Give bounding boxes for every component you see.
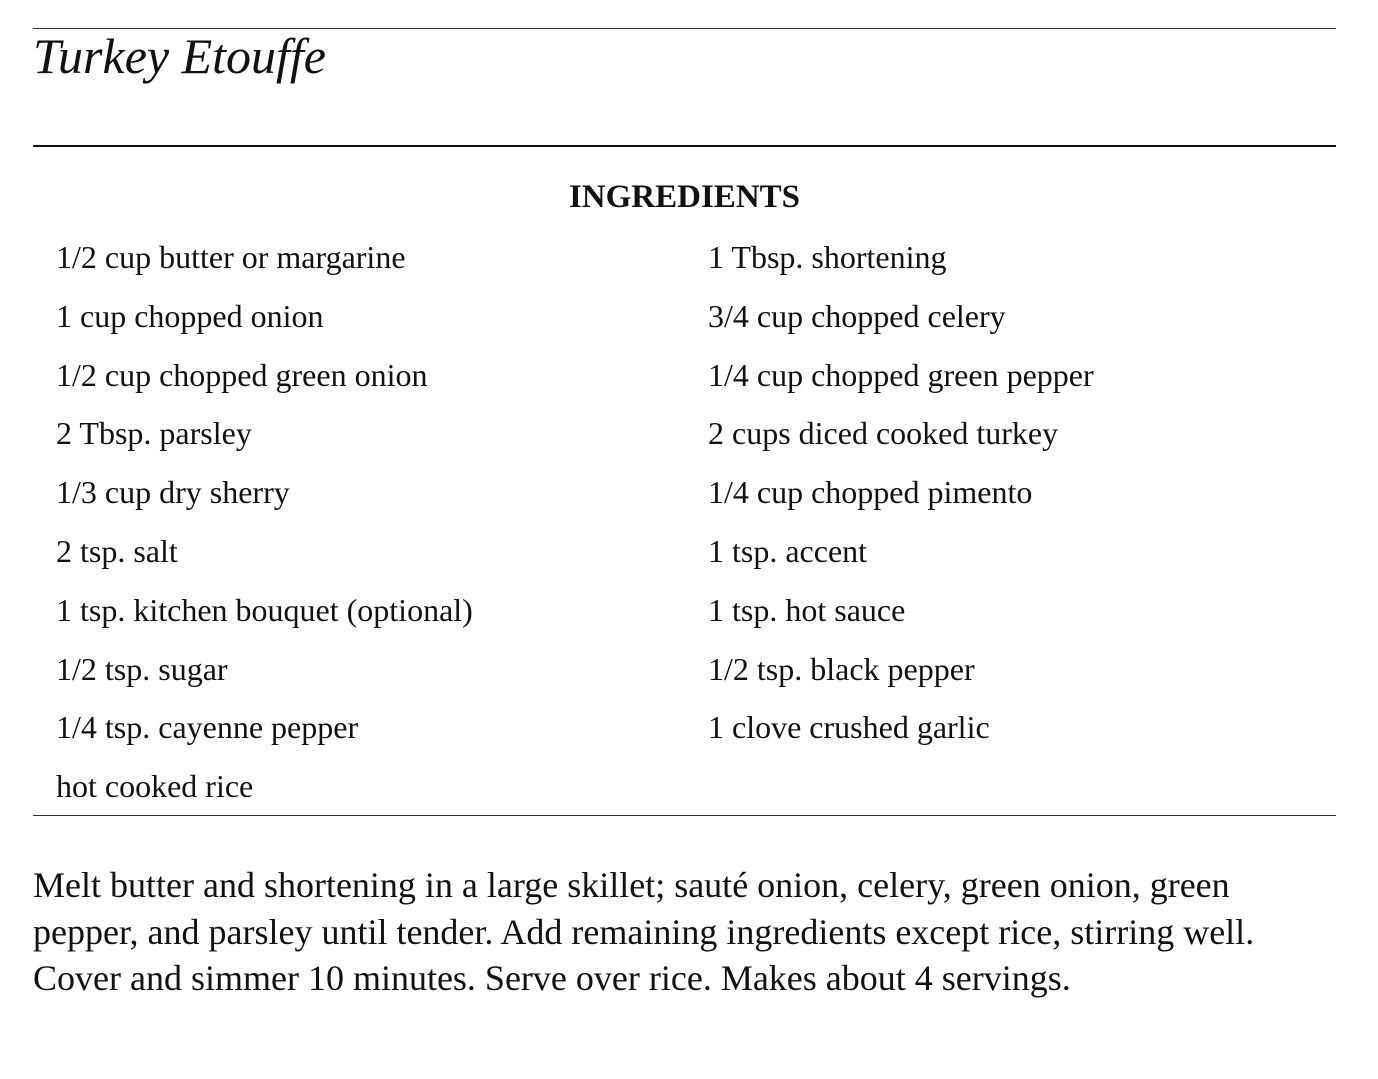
ingredient-item: 1/2 cup chopped green onion <box>56 356 428 393</box>
ingredient-item: 1/3 cup dry sherry <box>56 474 290 511</box>
title-divider <box>33 145 1336 147</box>
ingredient-item: 1/2 cup butter or margarine <box>56 239 406 275</box>
ingredient-item: 1 clove crushed garlic <box>708 709 990 746</box>
ingredients-bottom-rule <box>33 815 1336 816</box>
ingredients-right-column <box>708 236 1328 765</box>
ingredient-item: 1 tsp. hot sauce <box>708 591 906 628</box>
ingredient-item: 1 tsp. accent <box>708 532 868 569</box>
ingredients-left-column <box>56 236 676 824</box>
ingredient-item: hot cooked rice <box>56 768 254 805</box>
ingredient-item: 3/4 cup chopped celery <box>708 297 1006 334</box>
ingredients-heading: INGREDIENTS <box>568 179 801 215</box>
ingredient-item: 1/4 cup chopped pimento <box>708 474 1033 511</box>
ingredient-item: 1/4 tsp. cayenne pepper <box>56 709 359 746</box>
ingredient-item: 1/4 cup chopped green pepper <box>708 356 1094 393</box>
ingredient-item: 1 cup chopped onion <box>56 297 324 334</box>
ingredient-item: 2 cups diced cooked turkey <box>708 415 1059 452</box>
recipe-title: Turkey Etouffe <box>33 28 326 84</box>
ingredient-item: 2 Tbsp. parsley <box>56 415 252 452</box>
ingredient-item: 2 tsp. salt <box>56 532 178 569</box>
ingredient-item: 1/2 tsp. black pepper <box>708 650 975 687</box>
recipe-instructions: Melt butter and shortening in a large skillet; sauté onion, celery, green onion, green pepper, and parsley until tender. Add remaining ingredients except rice, stirring well. Cover and simmer 10 minutes. Serve over rice. Makes about 4 servings. <box>33 865 1255 998</box>
ingredient-item: 1 tsp. kitchen bouquet (optional) <box>56 591 473 628</box>
ingredient-item: 1/2 tsp. sugar <box>56 650 228 687</box>
ingredient-item: 1 Tbsp. shortening <box>708 239 947 275</box>
